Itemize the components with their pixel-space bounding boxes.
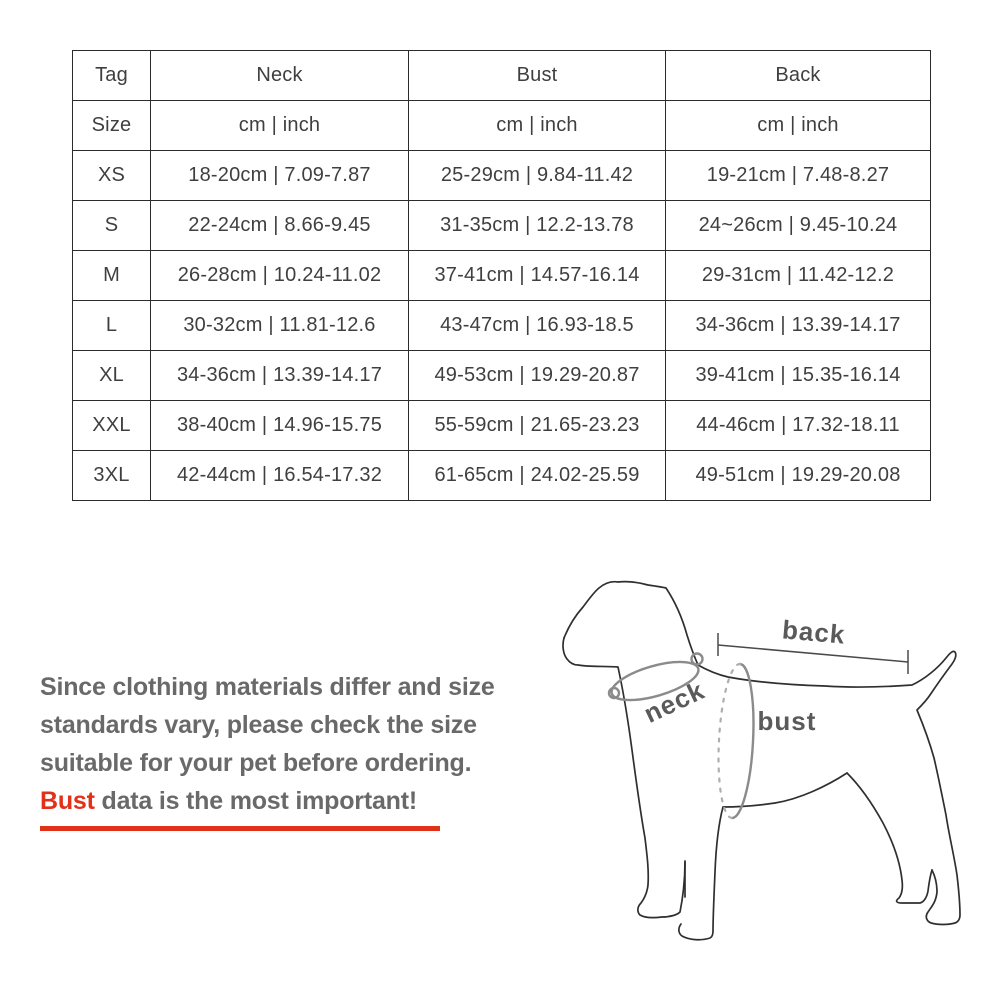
bust-girth-ellipse xyxy=(719,664,754,818)
back-cell: 44-46cm | 17.32-18.11 xyxy=(666,401,931,451)
size-cell: S xyxy=(73,201,151,251)
bust-cell: 49-53cm | 19.29-20.87 xyxy=(409,351,666,401)
table-header-row xyxy=(73,51,931,101)
unit-cell: cm | inch xyxy=(666,101,931,151)
header-tag-cell: Tag xyxy=(73,51,151,101)
size-cell: M xyxy=(73,251,151,301)
bust-cell: 55-59cm | 21.65-23.23 xyxy=(409,401,666,451)
neck-cell: 18-20cm | 7.09-7.87 xyxy=(151,151,409,201)
neck-cell: 26-28cm | 10.24-11.02 xyxy=(151,251,409,301)
size-cell: XXL xyxy=(73,401,151,451)
header-neck-cell: Neck xyxy=(151,51,409,101)
header-bust-cell: Bust xyxy=(409,51,666,101)
bust-cell: 61-65cm | 24.02-25.59 xyxy=(409,451,666,501)
note-line-rest: data is the most important! xyxy=(94,787,417,815)
neck-cell: 22-24cm | 8.66-9.45 xyxy=(151,201,409,251)
back-label: back xyxy=(780,614,847,650)
back-cell: 49-51cm | 19.29-20.08 xyxy=(666,451,931,501)
back-cell: 29-31cm | 11.42-12.2 xyxy=(666,251,931,301)
red-underline xyxy=(40,826,440,831)
neck-cell: 42-44cm | 16.54-17.32 xyxy=(151,451,409,501)
neck-cell: 38-40cm | 14.96-15.75 xyxy=(151,401,409,451)
table-unit-row xyxy=(73,101,931,151)
note-paragraph xyxy=(40,668,495,820)
table-row xyxy=(73,301,931,351)
header-size-cell: Size xyxy=(73,101,151,151)
size-cell: XL xyxy=(73,351,151,401)
dog-outline xyxy=(563,582,960,940)
table-row xyxy=(73,201,931,251)
bust-highlight: Bust xyxy=(40,787,95,815)
neck-cell: 34-36cm | 13.39-14.17 xyxy=(151,351,409,401)
size-cell: XS xyxy=(73,151,151,201)
table-row xyxy=(73,351,931,401)
size-cell: L xyxy=(73,301,151,351)
unit-cell: cm | inch xyxy=(151,101,409,151)
neck-cell: 30-32cm | 11.81-12.6 xyxy=(151,301,409,351)
size-chart-table xyxy=(72,50,931,501)
back-cell: 24~26cm | 9.45-10.24 xyxy=(666,201,931,251)
table-row xyxy=(73,451,931,501)
bust-label: bust xyxy=(757,706,817,736)
bust-cell: 25-29cm | 9.84-11.42 xyxy=(409,151,666,201)
bust-cell: 43-47cm | 16.93-18.5 xyxy=(409,301,666,351)
unit-cell: cm | inch xyxy=(409,101,666,151)
header-back-cell: Back xyxy=(666,51,931,101)
table-row xyxy=(73,401,931,451)
bust-cell: 37-41cm | 14.57-16.14 xyxy=(409,251,666,301)
back-cell: 39-41cm | 15.35-16.14 xyxy=(666,351,931,401)
bust-cell: 31-35cm | 12.2-13.78 xyxy=(409,201,666,251)
table-row xyxy=(73,151,931,201)
note-line: Since clothing materials differ and size xyxy=(40,673,495,701)
neck-label: neck xyxy=(639,674,710,729)
dog-diagram xyxy=(550,555,1000,955)
back-cell: 34-36cm | 13.39-14.17 xyxy=(666,301,931,351)
size-cell: 3XL xyxy=(73,451,151,501)
note-line: standards vary, please check the size xyxy=(40,711,477,739)
note-line xyxy=(40,782,495,820)
table-row xyxy=(73,251,931,301)
note-line: suitable for your pet before ordering. xyxy=(40,749,472,777)
back-cell: 19-21cm | 7.48-8.27 xyxy=(666,151,931,201)
